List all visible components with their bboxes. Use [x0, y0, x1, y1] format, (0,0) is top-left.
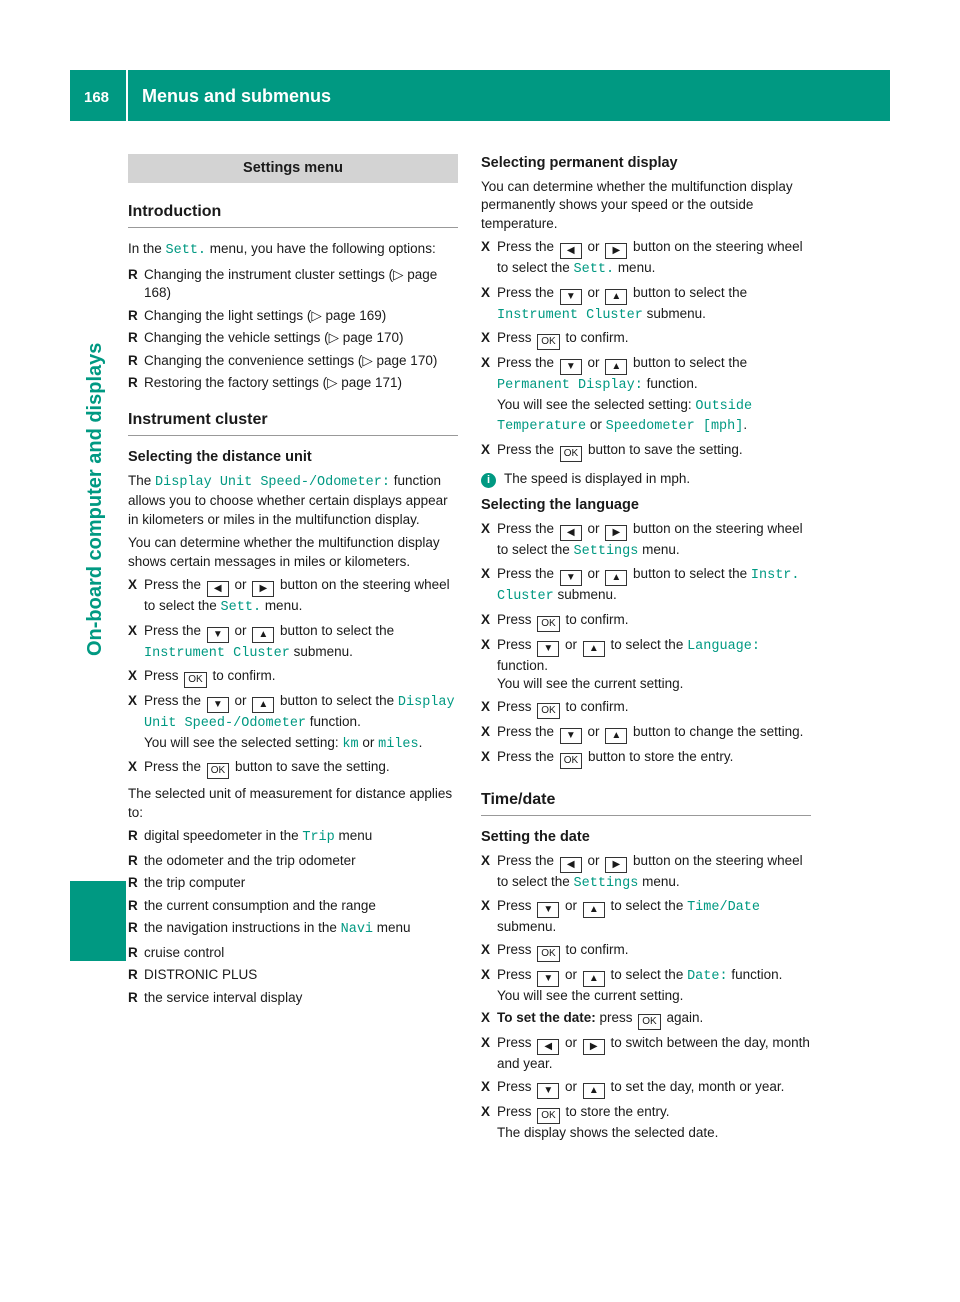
step-item: X Press the ▼ or ▲ button to select the Instr. Cluster submenu.	[481, 565, 811, 607]
time-date-heading: Time/date	[481, 781, 811, 817]
permanent-display-heading: Selecting permanent display	[481, 155, 678, 171]
step-item: X Press the OK button to store the entry.	[481, 748, 811, 769]
list-item: R the odometer and the trip odometer	[128, 852, 458, 871]
ok-button-icon: OK	[184, 672, 206, 688]
step-item: X Press ▼ or ▲ to set the day, month or year.	[481, 1078, 811, 1099]
step-item: X Press OK to confirm.	[481, 941, 811, 962]
page-title: Menus and submenus	[142, 86, 332, 106]
step-item: X Press the ▼ or ▲ button to change the setting.	[481, 723, 811, 744]
down-arrow-icon: ▼	[560, 289, 582, 305]
list-item: R DISTRONIC PLUS	[128, 966, 458, 985]
step-item: X Press the OK button to save the setting.	[128, 758, 458, 779]
step-item: X Press the ▼ or ▲ button to select the Instrument Cluster submenu.	[481, 284, 811, 326]
distance-paragraph-1: The Display Unit Speed-/Odometer: function allows you to choose whether certain displays appear in kilometers or miles in the multifunction display.	[128, 472, 448, 527]
up-arrow-icon: ▲	[583, 902, 605, 918]
chapter-sidebar	[70, 121, 126, 1302]
down-arrow-icon: ▼	[207, 697, 229, 713]
list-item: R the navigation instructions in the Navi menu	[128, 919, 458, 940]
left-column	[128, 150, 458, 1011]
list-item: R Restoring the factory settings (▷ page 171)	[128, 374, 458, 393]
ok-button-icon: OK	[537, 1108, 559, 1124]
ok-button-icon: OK	[537, 946, 559, 962]
page-number: 168	[84, 89, 110, 106]
down-arrow-icon: ▼	[537, 1083, 559, 1099]
step-item: X Press the OK button to save the setting.	[481, 441, 811, 462]
step-item: X Press the ◀ or ▶ button on the steering wheel to select the Settings menu.	[481, 852, 811, 894]
up-arrow-icon: ▲	[605, 359, 627, 375]
step-item: X Press OK to confirm.	[128, 667, 458, 688]
step-item: X To set the date: press OK again.	[481, 1009, 811, 1030]
info-icon: i	[481, 473, 496, 488]
right-arrow-icon: ▶	[252, 581, 274, 597]
step-item: X Press ▼ or ▲ to select the Language: function. You will see the current setting.	[481, 636, 811, 694]
list-item: R the trip computer	[128, 874, 458, 893]
right-arrow-icon: ▶	[605, 525, 627, 541]
list-item: R Changing the instrument cluster settings (▷ page 168)	[128, 266, 458, 303]
step-item: X Press the ▼ or ▲ button to select the Instrument Cluster submenu.	[128, 622, 458, 664]
step-item: X Press OK to confirm.	[481, 698, 811, 719]
down-arrow-icon: ▼	[560, 359, 582, 375]
right-arrow-icon: ▶	[605, 243, 627, 259]
up-arrow-icon: ▲	[605, 728, 627, 744]
up-arrow-icon: ▲	[252, 627, 274, 643]
step-item: X Press the ▼ or ▲ button to select the Display Unit Speed-/Odometer function. You will see the selected setting: km or miles.	[128, 692, 458, 754]
left-arrow-icon: ◀	[560, 525, 582, 541]
applies-paragraph: The selected unit of measurement for distance applies to:	[128, 786, 453, 820]
down-arrow-icon: ▼	[537, 641, 559, 657]
distance-unit-heading: Selecting the distance unit	[128, 449, 312, 465]
down-arrow-icon: ▼	[560, 728, 582, 744]
language-heading: Selecting the language	[481, 497, 639, 513]
step-item: X Press the ▼ or ▲ button to select the Permanent Display: function. You will see the selected setting: Outside Temperature or Speedometer [mph].	[481, 354, 811, 437]
up-arrow-icon: ▲	[583, 641, 605, 657]
introduction-heading: Introduction	[128, 193, 458, 229]
step-item: X Press ◀ or ▶ to switch between the day, month and year.	[481, 1034, 811, 1074]
down-arrow-icon: ▼	[560, 570, 582, 586]
ok-button-icon: OK	[537, 703, 559, 719]
up-arrow-icon: ▲	[605, 570, 627, 586]
set-date-heading: Setting the date	[481, 829, 590, 845]
list-item: R Changing the convenience settings (▷ page 170)	[128, 352, 458, 371]
list-item: R digital speedometer in the Trip menu	[128, 827, 458, 848]
list-item: R the current consumption and the range	[128, 897, 458, 916]
up-arrow-icon: ▲	[605, 289, 627, 305]
step-item: X Press the ◀ or ▶ button on the steering wheel to select the Sett. menu.	[481, 238, 811, 280]
ok-button-icon: OK	[638, 1014, 660, 1030]
list-item: R Changing the light settings (▷ page 169)	[128, 307, 458, 326]
step-item: X Press ▼ or ▲ to select the Time/Date submenu.	[481, 897, 811, 937]
menu-code: Sett.	[165, 243, 207, 258]
list-item: R Changing the vehicle settings (▷ page 170)	[128, 329, 458, 348]
left-arrow-icon: ◀	[537, 1039, 559, 1055]
distance-paragraph-2: You can determine whether the multifunction display shows certain messages in miles or kilometers.	[128, 535, 440, 569]
intro-paragraph: In the Sett. menu, you have the following options:	[128, 241, 436, 258]
ok-button-icon: OK	[207, 763, 229, 779]
page-header	[70, 70, 890, 121]
down-arrow-icon: ▼	[207, 627, 229, 643]
right-column	[481, 150, 811, 1146]
step-item: X Press the ◀ or ▶ button on the steering wheel to select the Settings menu.	[481, 520, 811, 562]
right-arrow-icon: ▶	[605, 857, 627, 873]
left-arrow-icon: ◀	[560, 857, 582, 873]
chapter-title: On-board computer and displays	[84, 342, 106, 656]
step-item: X Press OK to store the entry. The display shows the selected date.	[481, 1103, 811, 1143]
settings-menu-heading: Settings menu	[128, 154, 458, 183]
step-item: X Press the ◀ or ▶ button on the steering wheel to select the Sett. menu.	[128, 576, 458, 618]
down-arrow-icon: ▼	[537, 971, 559, 987]
step-item: X Press ▼ or ▲ to select the Date: function. You will see the current setting.	[481, 966, 811, 1006]
step-item: X Press OK to confirm.	[481, 611, 811, 632]
ok-button-icon: OK	[537, 334, 559, 350]
chapter-tab	[70, 881, 126, 961]
left-arrow-icon: ◀	[560, 243, 582, 259]
up-arrow-icon: ▲	[252, 697, 274, 713]
ok-button-icon: OK	[560, 753, 582, 769]
list-item: R the service interval display	[128, 989, 458, 1008]
ok-button-icon: OK	[560, 446, 582, 462]
ok-button-icon: OK	[537, 616, 559, 632]
step-item: X Press OK to confirm.	[481, 329, 811, 350]
list-item: R cruise control	[128, 944, 458, 963]
up-arrow-icon: ▲	[583, 971, 605, 987]
permanent-display-paragraph: You can determine whether the multifunction display permanently shows your speed or the outside temperature.	[481, 178, 793, 231]
up-arrow-icon: ▲	[583, 1083, 605, 1099]
down-arrow-icon: ▼	[537, 902, 559, 918]
right-arrow-icon: ▶	[583, 1039, 605, 1055]
info-note: i The speed is displayed in mph.	[481, 470, 811, 489]
instrument-cluster-heading: Instrument cluster	[128, 401, 458, 437]
header-divider	[126, 70, 128, 121]
left-arrow-icon: ◀	[207, 581, 229, 597]
